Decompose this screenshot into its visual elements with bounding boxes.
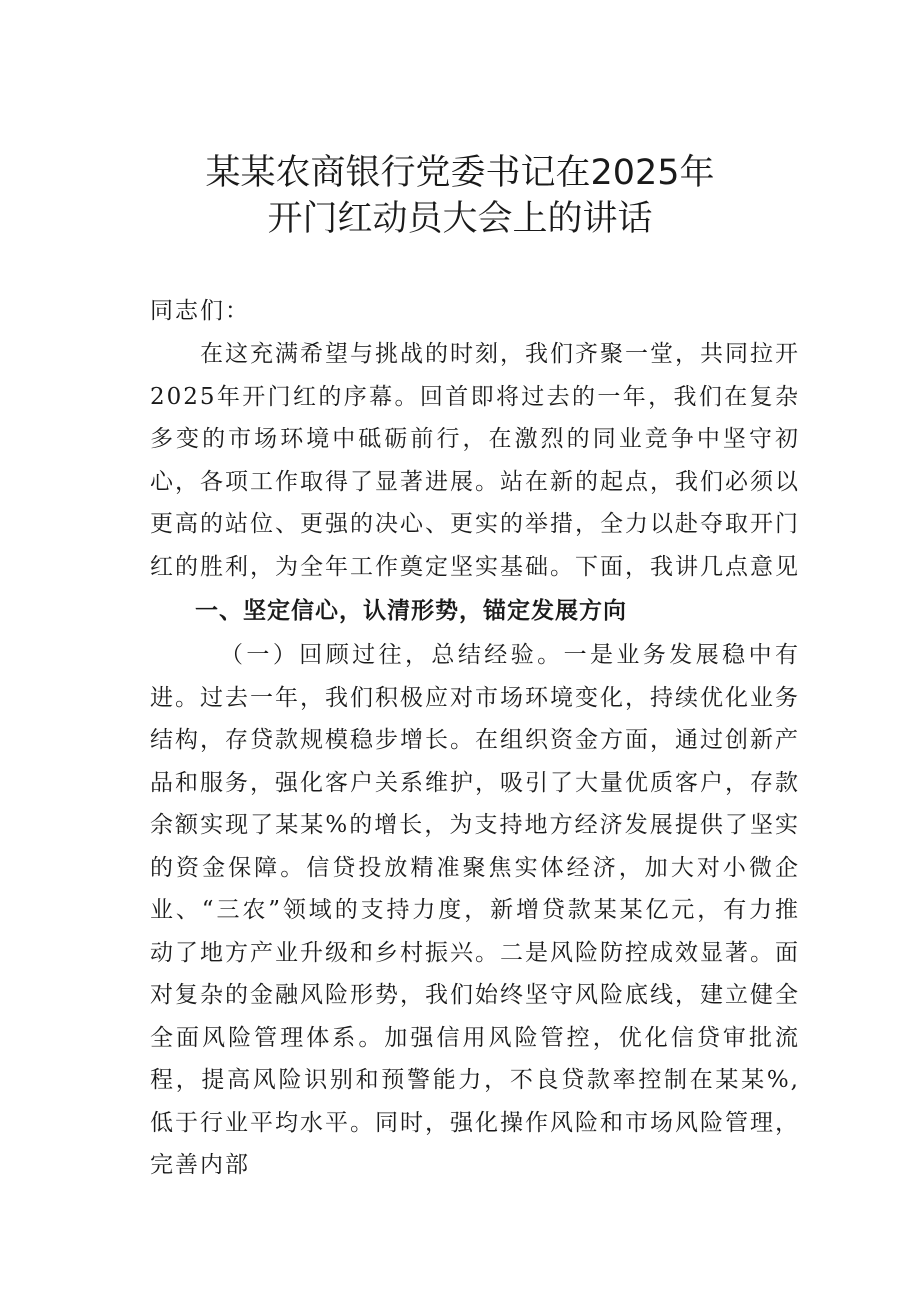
document-title [140, 150, 780, 242]
salutation: 同志们： [150, 298, 250, 324]
opening-paragraph: 在这充满希望与挑战的时刻，我们齐聚一堂，共同拉开2025年开门红的序幕。回首即将过去的一年，我们在复杂多变的市场环境中砥砺前行，在激烈的同业竞争中坚守初心，各项工作取得了显著进展。站在新的起点，我们必须以更高的站位、更强的决心、更实的举措，全力以赴夺取开门红的胜利，为全年工作奠定坚实基础。下面，我讲几点意见 [150, 341, 800, 580]
title-line-1: 某某农商银行党委书记在2025年 [205, 153, 715, 193]
title-line-2: 开门红动员大会上的讲话 [267, 199, 653, 239]
section-1-paragraph: （一）回顾过往，总结经验。一是业务发展稳中有进。过去一年，我们积极应对市场环境变化，持续优化业务结构，存贷款规模稳步增长。在组织资金方面，通过创新产品和服务，强化客户关系维护，吸引了大量优质客户，存款余额实现了某某%的增长，为支持地方经济发展提供了坚实的资金保障。信贷投放精准聚焦实体经济，加大对小微企业、“三农”领域的支持力度，新增贷款某某亿元，有力推动了地方产业升级和乡村振兴。二是风险防控成效显著。面对复杂的金融风险形势，我们始终坚守风险底线，建立健全全面风险管理体系。加强信用风险管控，优化信贷审批流程，提高风险识别和预警能力，不良贷款率控制在某某%,低于行业平均水平。同时，强化操作风险和市场风险管理，完善内部 [150, 642, 800, 1178]
section-1-heading: 一、坚定信心，认清形势，锚定发展方向 [195, 598, 627, 624]
